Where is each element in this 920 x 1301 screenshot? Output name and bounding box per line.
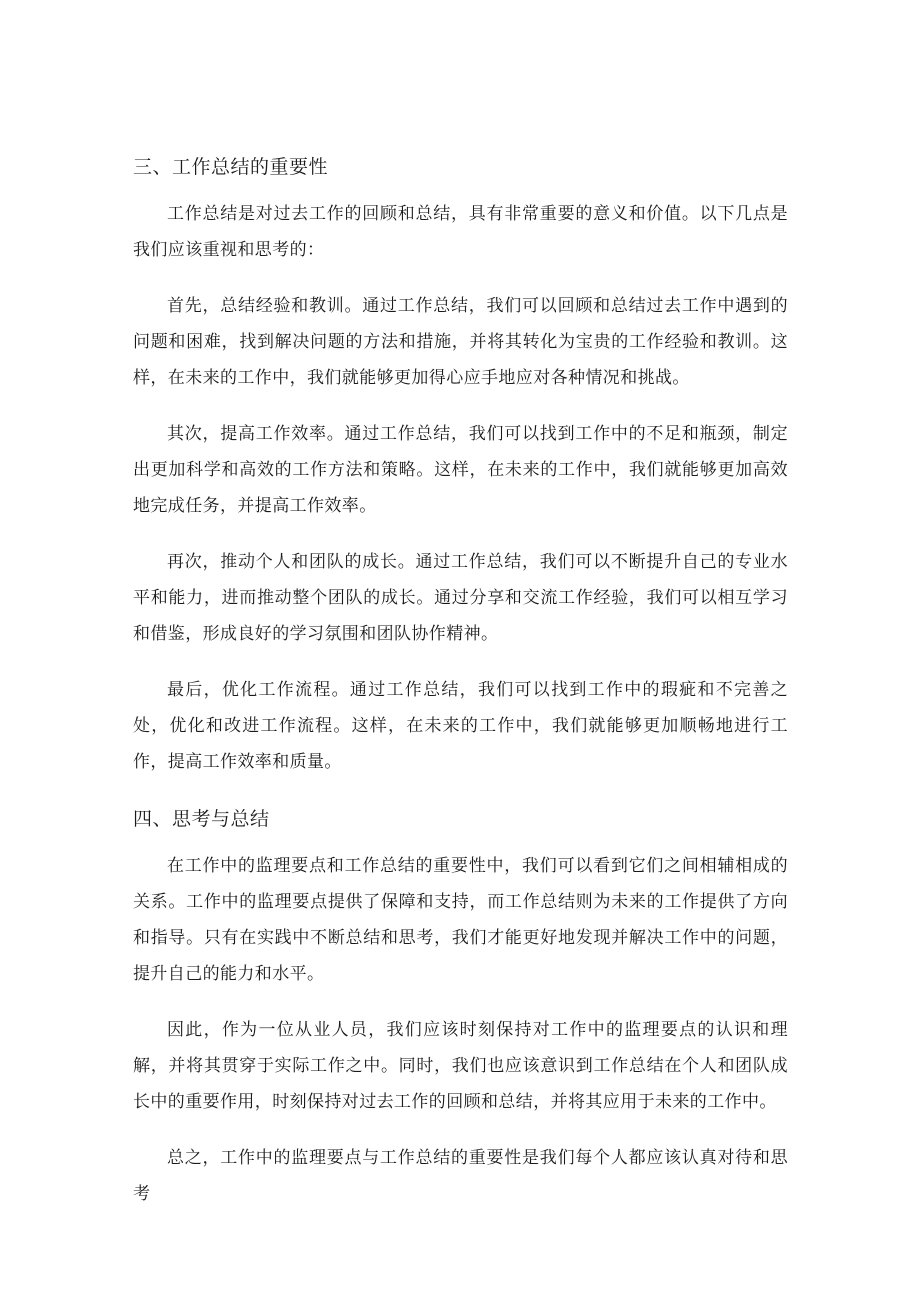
document-body [133, 148, 788, 1232]
paragraph-growth: 再次，推动个人和团队的成长。通过工作总结，我们可以不断提升自己的专业水平和能力，进而推动整个团队的成长。通过分享和交流工作经验，我们可以相互学习和借鉴，形成良好的学习氛围和团队协作精神。 [133, 552, 788, 644]
paragraph-experience: 首先，总结经验和教训。通过工作总结，我们可以回顾和总结过去工作中遇到的问题和困难，找到解决问题的方法和措施，并将其转化为宝贵的工作经验和教训。这样，在未来的工作中，我们就能够更加得心应手地应对各种情况和挑战。 [133, 296, 788, 388]
paragraph-intro: 工作总结是对过去工作的回顾和总结，具有非常重要的意义和价值。以下几点是我们应该重视和思考的： [133, 204, 788, 260]
paragraph-efficiency: 其次，提高工作效率。通过工作总结，我们可以找到工作中的不足和瓶颈，制定出更加科学和高效的工作方法和策略。这样，在未来的工作中，我们就能够更加高效地完成任务，并提高工作效率。 [133, 424, 788, 516]
section-heading-reflection: 四、思考与总结 [133, 808, 270, 830]
paragraph-relationship: 在工作中的监理要点和工作总结的重要性中，我们可以看到它们之间相辅相成的关系。工作中的监理要点提供了保障和支持，而工作总结则为未来的工作提供了方向和指导。只有在实践中不断总结和思考，我们才能更好地发现并解决工作中的问题，提升自己的能力和水平。 [133, 856, 788, 984]
paragraph-therefore: 因此，作为一位从业人员，我们应该时刻保持对工作中的监理要点的认识和理解，并将其贯穿于实际工作之中。同时，我们也应该意识到工作总结在个人和团队成长中的重要作用，时刻保持对过去工作的回顾和总结，并将其应用于未来的工作中。 [133, 1020, 788, 1112]
paragraph-conclusion: 总之，工作中的监理要点与工作总结的重要性是我们每个人都应该认真对待和思考 [133, 1148, 788, 1204]
section-heading-importance: 三、工作总结的重要性 [133, 156, 329, 178]
paragraph-workflow: 最后，优化工作流程。通过工作总结，我们可以找到工作中的瑕疵和不完善之处，优化和改进工作流程。这样，在未来的工作中，我们就能够更加顺畅地进行工作，提高工作效率和质量。 [133, 680, 788, 772]
